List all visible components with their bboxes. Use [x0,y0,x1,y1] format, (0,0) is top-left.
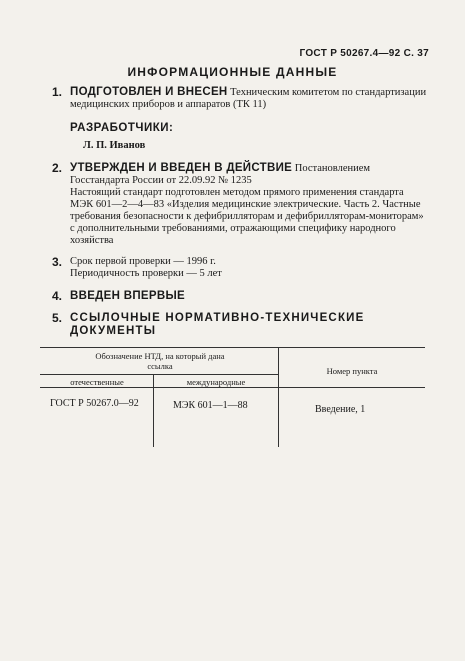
item-lead: ПОДГОТОВЛЕН И ВНЕСЕН [70,86,228,98]
review-date: Срок первой проверки — 1996 г. [70,256,216,267]
developer-name: Л. П. Иванов [83,140,146,151]
item-text: Техническим комитетом по стандартизации медицинских приборов и аппаратов (ТК 11) [70,87,427,110]
item-4 [52,290,427,303]
item-number: 3. [52,255,63,269]
page-title: ИНФОРМАЦИОННЫЕ ДАННЫЕ [127,65,338,79]
table-cell-international: МЭК 601—1—88 [173,400,248,411]
table-header-international: международные [186,377,246,387]
item-number: 4. [52,289,63,303]
item-3 [52,256,427,280]
item-lead: УТВЕРЖДЕН И ВВЕДЕН В ДЕЙСТВИЕ [70,162,293,174]
item-number: 1. [52,85,63,99]
table-header-clause: Номер пункта [326,366,378,376]
page-header: ГОСТ Р 50267.4—92 С. 37 [299,48,429,59]
reference-table [40,347,425,447]
table-header-group: Обозначение НТД, на который дана ссылка [95,351,225,371]
item-2 [52,162,427,247]
developers-heading: РАЗРАБОТЧИКИ: [70,122,174,134]
item-extra: Настоящий стандарт подготовлен методом прямого применения стандарта МЭК 601—2—4—83 «Изделия медицинские электрические. Часть 2. Частные требования безопасности к дефибрилляторам и дефибрилляторам-мониторам» с дополнительными требованиями, отражающими специфику народного хозяйства [70,187,424,246]
table-cell-national: ГОСТ Р 50267.0—92 [50,398,139,409]
review-period: Периодичность проверки — 5 лет [70,268,222,279]
item-number: 2. [52,161,63,175]
table-cell-clause: Введение, 1 [315,404,366,415]
item-text: Постановлением Госстандарта России от 22.09.92 № 1235 [70,163,371,186]
item-lead: ССЫЛОЧНЫЕ НОРМАТИВНО-ТЕХНИЧЕСКИЕ ДОКУМЕНТЫ [70,312,365,337]
table-header-national: отечественные [70,377,124,387]
item-5 [52,312,427,338]
item-lead: ВВЕДЕН ВПЕРВЫЕ [70,290,185,302]
item-1 [52,86,427,111]
item-number: 5. [52,311,63,325]
